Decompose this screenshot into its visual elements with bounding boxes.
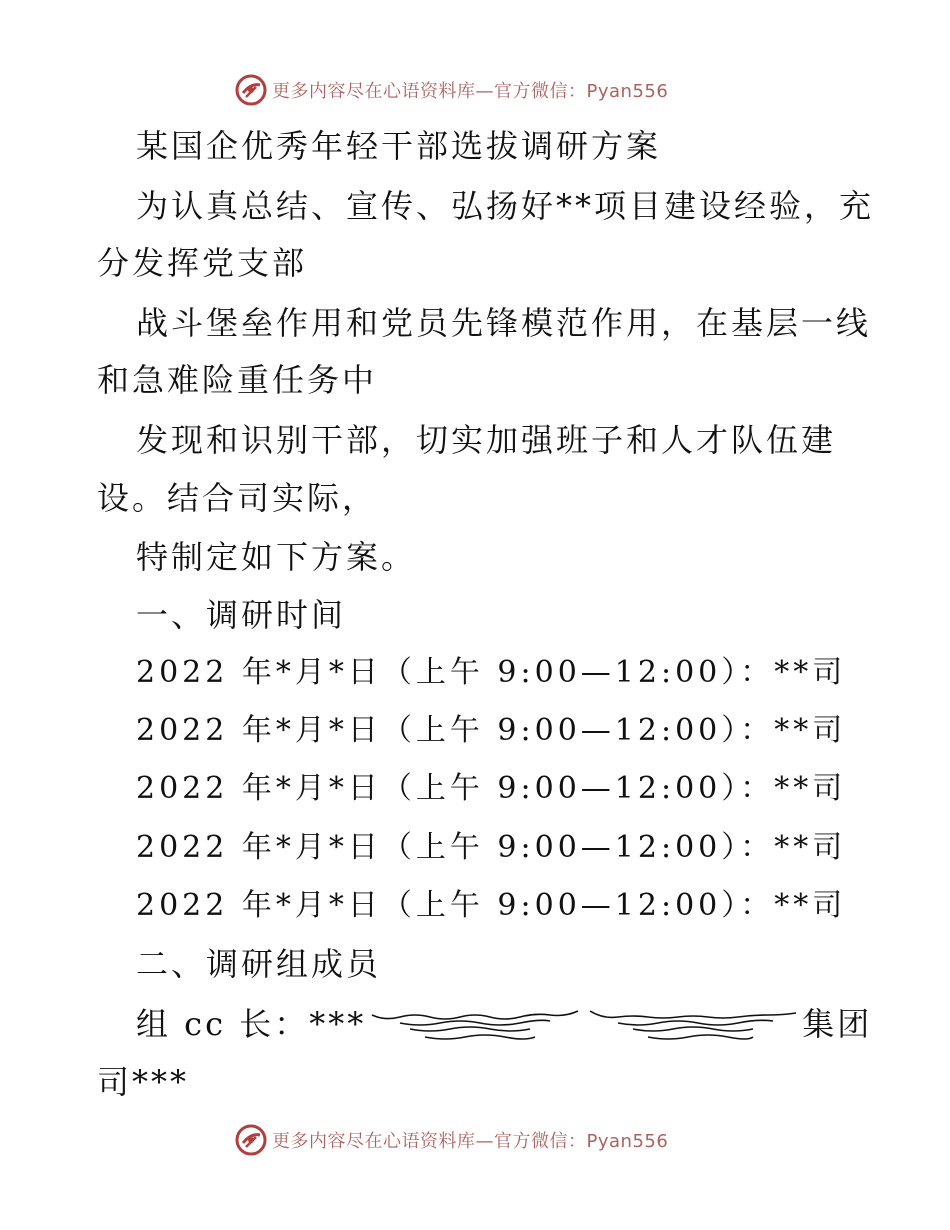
paragraph-line: 发现和识别干部，切实加强班子和人才队伍建 <box>136 421 837 459</box>
team-leader-prefix: 组 cc 长：*** <box>136 1005 367 1043</box>
watermark-footer <box>234 1122 668 1158</box>
team-leader-suffix: 集团 <box>802 1005 873 1043</box>
team-leader-line <box>136 1004 872 1047</box>
section-heading-schedule: 一、调研时间 <box>136 596 347 634</box>
section-heading-team: 二、调研组成员 <box>136 945 382 983</box>
schedule-row: 2022 年*月*日（上午 9:00—12:00）：**司 <box>136 655 847 690</box>
book-pen-logo-icon <box>234 73 268 107</box>
paragraph-line: 战斗堡垒作用和党员先锋模范作用，在基层一线 <box>136 304 872 342</box>
team-leader-line-2: 司*** <box>97 1063 190 1101</box>
watermark-text: 更多内容尽在心语资料库—官方微信：Pyan556 <box>272 81 669 102</box>
schedule-row: 2022 年*月*日（上午 9:00—12:00）：**司 <box>136 771 847 806</box>
document-title: 某国企优秀年轻干部选拔调研方案 <box>136 127 662 165</box>
watermark-text: 更多内容尽在心语资料库—官方微信：Pyan556 <box>272 1131 669 1152</box>
paragraph-line: 设。结合司实际， <box>97 479 378 517</box>
paragraph-line: 特制定如下方案。 <box>136 538 417 576</box>
paragraph-line: 和急难险重任务中 <box>97 361 378 399</box>
schedule-row: 2022 年*月*日（上午 9:00—12:00）：**司 <box>136 830 847 865</box>
paragraph-line: 分发挥党支部 <box>97 244 308 282</box>
paragraph-line: 为认真总结、宣传、弘扬好**项目建设经验，充 <box>136 187 875 225</box>
schedule-row: 2022 年*月*日（上午 9:00—12:00）：**司 <box>136 888 847 923</box>
schedule-row: 2022 年*月*日（上午 9:00—12:00）：**司 <box>136 713 847 748</box>
watermark-header <box>234 72 668 108</box>
scribble-redaction-icon <box>588 1007 798 1047</box>
book-pen-logo-icon <box>234 1123 268 1157</box>
scribble-redaction-icon <box>370 1007 580 1047</box>
